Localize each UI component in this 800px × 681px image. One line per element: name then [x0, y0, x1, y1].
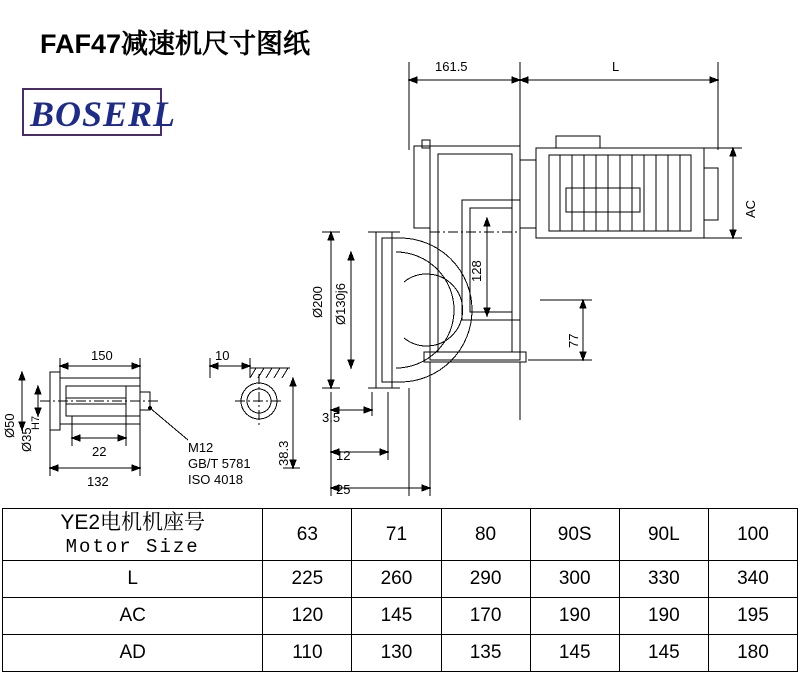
table-row: [3, 598, 798, 635]
dim-132-label: 132: [87, 474, 109, 489]
cell-AC-5: 195: [708, 598, 797, 635]
cell-AC-3: 190: [530, 598, 619, 635]
row-header-motor-size-cn: YE2电机机座号: [60, 511, 206, 534]
dim-150-label: 150: [91, 348, 113, 363]
cell-L-2: 290: [441, 561, 530, 598]
dim-d50-label: Ø50: [2, 413, 17, 438]
cell-AD-0: 110: [263, 635, 352, 672]
page-title: FAF47减速机尺寸图纸: [40, 29, 311, 59]
cell-L-0: 225: [263, 561, 352, 598]
cell-motor-size-0: 63: [263, 509, 352, 561]
cell-L-3: 300: [530, 561, 619, 598]
thread-callout-label: M12: [188, 440, 214, 455]
cell-AC-4: 190: [619, 598, 708, 635]
row-label-L: L: [3, 561, 263, 598]
spec-table: [2, 508, 798, 672]
dim-128-label: 128: [469, 260, 484, 282]
cell-motor-size-4: 90L: [619, 509, 708, 561]
table-row: [3, 561, 798, 598]
cell-AD-5: 180: [708, 635, 797, 672]
cell-AC-1: 145: [352, 598, 441, 635]
cell-motor-size-5: 100: [708, 509, 797, 561]
cell-motor-size-3: 90S: [530, 509, 619, 561]
cell-AD-4: 145: [619, 635, 708, 672]
dim-3_5-label: 3.5: [322, 410, 341, 425]
standard-gbt-label: GB/T 5781: [188, 456, 251, 471]
cell-L-1: 260: [352, 561, 441, 598]
dim-AC-label: AC: [743, 199, 758, 218]
row-label-AD: AD: [3, 635, 263, 672]
cell-motor-size-1: 71: [352, 509, 441, 561]
table-row: [3, 635, 798, 672]
dim-22-label: 22: [92, 444, 107, 459]
dim-d200-label: Ø200: [310, 286, 325, 318]
standard-iso-label: ISO 4018: [188, 472, 243, 487]
dim-12-label: 12: [336, 448, 351, 463]
cell-L-4: 330: [619, 561, 708, 598]
dim-d130j6-label: Ø130j6: [333, 283, 348, 325]
cell-AD-1: 130: [352, 635, 441, 672]
brand-logo-text: BOSERL: [30, 94, 177, 134]
cell-motor-size-2: 80: [441, 509, 530, 561]
cell-AC-2: 170: [441, 598, 530, 635]
dim-10-label: 10: [215, 348, 230, 363]
row-label-AC: AC: [3, 598, 263, 635]
dim-77-label: 77: [566, 333, 581, 348]
cell-AD-3: 145: [530, 635, 619, 672]
cell-AD-2: 135: [441, 635, 530, 672]
dim-L-label: L: [612, 59, 620, 74]
row-header-motor-size-en: Motor Size: [65, 536, 200, 558]
row-header-motor-size: [3, 509, 263, 561]
dim-d35-label: Ø35: [19, 427, 34, 452]
dim-161_5-label: 161.5: [435, 59, 468, 74]
dim-25-label: 25: [336, 482, 351, 497]
dim-38_3-label: 38.3: [276, 440, 291, 466]
table-row-motor-size: [3, 509, 798, 561]
dim-d35-tolerance-label: H7: [30, 415, 42, 430]
cell-L-5: 340: [708, 561, 797, 598]
cell-AC-0: 120: [263, 598, 352, 635]
